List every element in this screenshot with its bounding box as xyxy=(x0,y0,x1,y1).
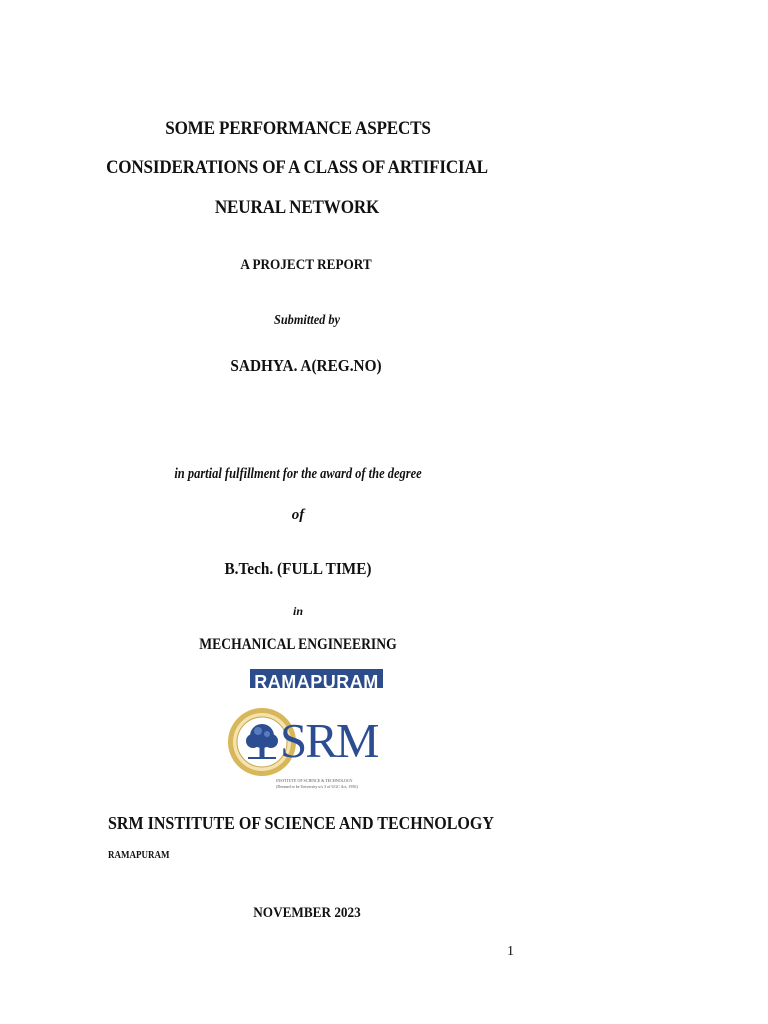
title-line-1: SOME PERFORMANCE ASPECTS xyxy=(165,118,431,139)
page-number: 1 xyxy=(507,944,514,959)
fulfillment-statement: in partial fulfillment for the award of the degree xyxy=(174,466,422,482)
title-line-2: CONSIDERATIONS OF A CLASS OF ARTIFICIAL xyxy=(106,157,488,178)
author-name: SADHYA. A(REG.NO) xyxy=(230,356,382,375)
institution-name: SRM INSTITUTE OF SCIENCE AND TECHNOLOGY xyxy=(108,813,494,833)
campus-banner: RAMAPURAM xyxy=(250,669,383,688)
title-line-3: NEURAL NETWORK xyxy=(214,197,380,218)
srm-wordmark: SRM xyxy=(280,713,378,768)
report-type: A PROJECT REPORT xyxy=(240,257,372,273)
degree-name: B.Tech. (FULL TIME) xyxy=(224,559,372,578)
campus-name: RAMAPURAM xyxy=(108,850,170,861)
department-name: MECHANICAL ENGINEERING xyxy=(199,636,397,653)
srm-logo xyxy=(226,706,376,796)
logo-subtitle-1: INSTITUTE OF SCIENCE & TECHNOLOGY xyxy=(276,778,353,783)
submission-date: NOVEMBER 2023 xyxy=(253,905,361,921)
of-connector: of xyxy=(291,507,305,523)
in-connector: in xyxy=(292,604,303,618)
submitted-by-label: Submitted by xyxy=(273,313,341,328)
logo-subtitle-2: (Deemed to be University u/s 3 of UGC Act, 1956) xyxy=(276,784,358,789)
